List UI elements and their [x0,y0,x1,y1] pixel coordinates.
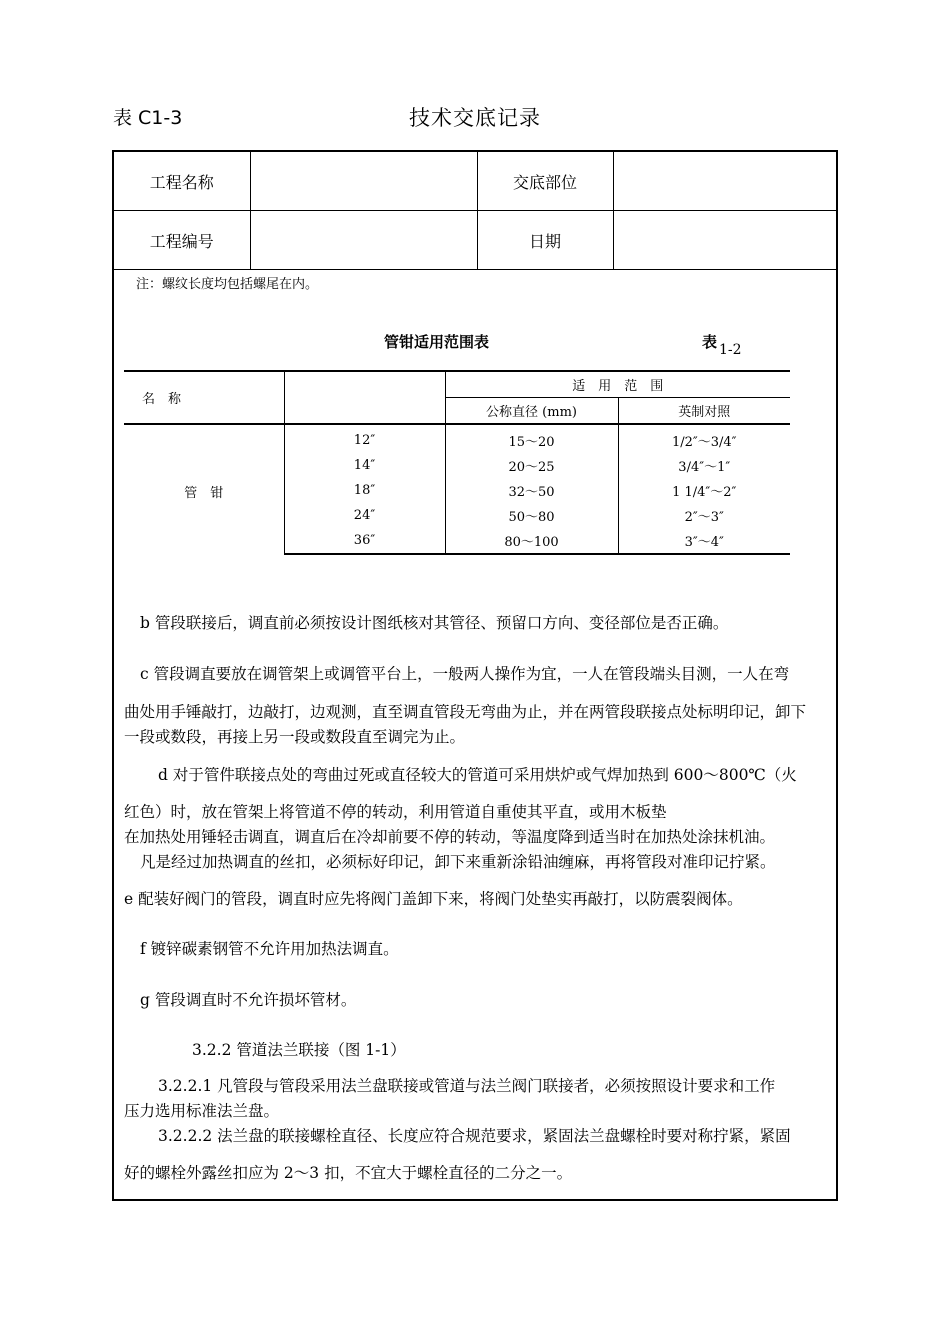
paragraph-d-line4: 凡是经过加热调直的丝扣，必须标好印记，卸下来重新涂铅油缠麻，再将管段对准印记拧紧。 [140,853,776,871]
nominal-cell: 50～80 [445,503,618,528]
part-label: 交底部位 [477,152,613,211]
table-row [124,424,790,453]
nominal-cell: 15～20 [445,424,618,453]
paragraph-b: b 管段联接后，调直前必须按设计图纸核对其管径、预留口方向、变径部位是否正确。 [140,614,729,632]
nominal-cell: 32～50 [445,478,618,503]
size-cell: 12″ [284,424,445,453]
size-cell: 18″ [284,478,445,503]
section-3-2-2: 3.2.2 管道法兰联接（图 1-1） [192,1041,406,1059]
clause-3-2-2-1-line2: 压力选用标准法兰盘。 [124,1102,280,1120]
form-code: 表 C1-3 [113,107,183,129]
part-field[interactable] [613,152,836,211]
date-label: 日期 [477,211,613,270]
imperial-cell: 3/4″～1″ [618,453,790,478]
paragraph-e: e 配装好阀门的管段，调直时应先将阀门盖卸下来，将阀门处垫实再敲打，以防震裂阀体。 [124,890,743,908]
tool-name-cell: 管 钳 [184,485,224,501]
paragraph-d-line3: 在加热处用锤轻击调直，调直后在冷却前要不停的转动，等温度降到适当时在加热处涂抹机油。 [124,828,776,846]
header-table [114,152,836,270]
form-title: 技术交底记录 [409,106,541,130]
clause-3-2-2-2-line2: 好的螺栓外露丝扣应为 2～3 扣，不宜大于螺栓直径的二分之一。 [124,1164,573,1182]
col-range-header: 适 用 范 围 [445,371,790,398]
size-cell: 14″ [284,453,445,478]
col-imperial-header: 英制对照 [618,398,790,425]
nominal-cell: 80～100 [445,528,618,554]
imperial-cell: 1/2″～3/4″ [618,424,790,453]
project-name-field[interactable] [250,152,477,211]
paragraph-c-line1: c 管段调直要放在调管架上或调管平台上，一般两人操作为宜，一人在管段端头目测，一人在弯 [140,665,790,683]
paragraph-d-line1: d 对于管件联接点处的弯曲过死或直径较大的管道可采用烘炉或气焊加热到 600～800℃（火 [158,766,797,784]
range-table-title: 管钳适用范围表 [384,333,490,351]
paragraph-g: g 管段调直时不允许损坏管材。 [140,991,357,1009]
col-size-header [284,371,445,424]
imperial-cell: 3″～4″ [618,528,790,554]
clause-3-2-2-2-line1: 3.2.2.2 法兰盘的联接螺栓直径、长度应符合规范要求，紧固法兰盘螺栓时要对称拧紧，紧固 [158,1127,791,1145]
table-number: 1-2 [719,342,742,358]
paragraph-c-line2: 曲处用手锤敲打，边敲打，边观测，直至调直管段无弯曲为止，并在两管段联接点处标明印记，卸下 [124,703,807,721]
imperial-cell: 2″～3″ [618,503,790,528]
size-cell: 24″ [284,503,445,528]
pipe-wrench-range-table [124,370,790,555]
col-nominal-header: 公称直径 (mm) [445,398,618,425]
project-no-field[interactable] [250,211,477,270]
col-name-header: 名 称 [124,371,284,424]
size-cell: 36″ [284,528,445,554]
clause-3-2-2-1-line1: 3.2.2.1 凡管段与管段采用法兰盘联接或管道与法兰阀门联接者，必须按照设计要求和工作 [158,1077,776,1095]
note-text: 注：螺纹长度均包括螺尾在内。 [136,277,319,292]
project-name-label: 工程名称 [114,152,250,211]
imperial-cell: 1 1/4″～2″ [618,478,790,503]
range-table-number [702,331,742,358]
nominal-cell: 20～25 [445,453,618,478]
record-frame [112,150,838,1201]
paragraph-c-line3: 一段或数段，再接上另一段或数段直至调完为止。 [124,728,466,746]
paragraph-f: f 镀锌碳素钢管不允许用加热法调直。 [140,940,399,958]
project-no-label: 工程编号 [114,211,250,270]
paragraph-d-line2: 红色）时，放在管架上将管道不停的转动，利用管道自重使其平直，或用木板垫 [124,803,667,821]
date-field[interactable] [613,211,836,270]
table-label: 表 [702,333,718,351]
